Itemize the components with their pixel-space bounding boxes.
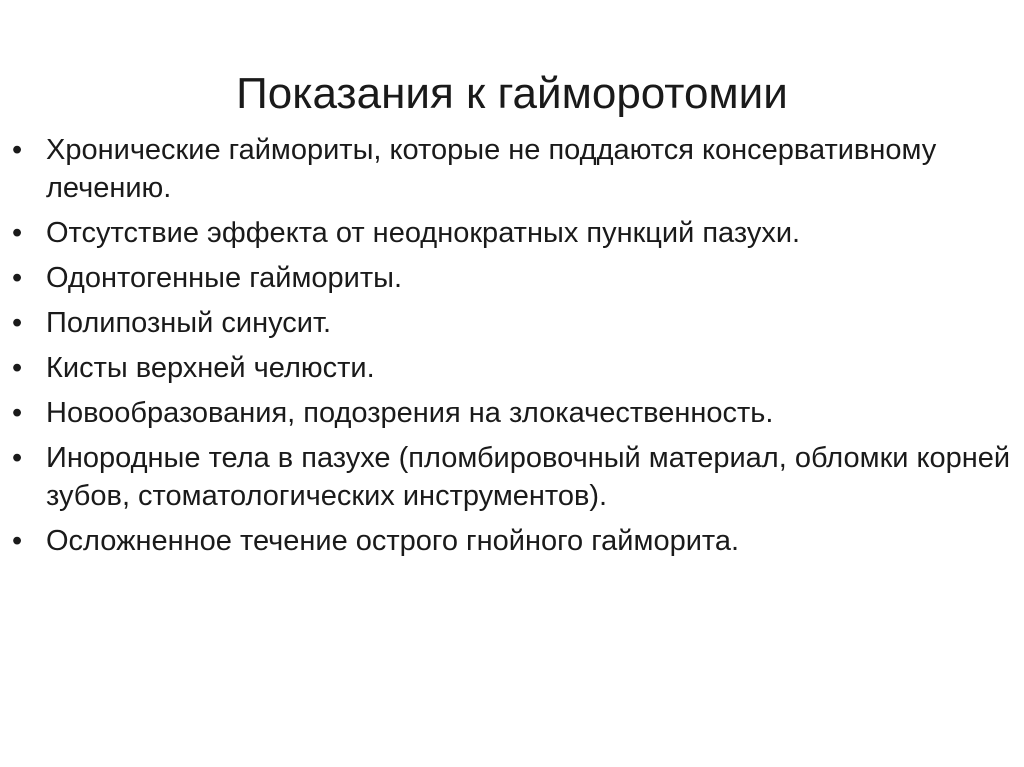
list-item [12, 439, 1012, 515]
list-item-text: Полипозный синусит. [46, 307, 332, 339]
list-item [12, 522, 1012, 560]
bullet-icon: • [12, 134, 23, 166]
list-item-text: Кисты верхней челюсти. [46, 352, 375, 384]
bullet-list [12, 131, 1012, 567]
bullet-icon: • [12, 442, 23, 474]
bullet-icon: • [12, 262, 23, 294]
bullet-icon: • [12, 307, 23, 339]
list-item-text: Одонтогенные гаймориты. [46, 262, 403, 294]
list-item [12, 214, 1012, 252]
bullet-icon: • [12, 217, 23, 249]
list-item-text: Хронические гаймориты, которые не поддаются консервативному лечению. [46, 134, 937, 204]
list-item-text: Новообразования, подозрения на злокачественность. [46, 397, 774, 429]
bullet-icon: • [12, 397, 23, 429]
list-item-text: Отсутствие эффекта от неоднократных пункций пазухи. [46, 217, 801, 249]
list-item [12, 349, 1012, 387]
list-item [12, 304, 1012, 342]
list-item [12, 259, 1012, 297]
list-item-text: Инородные тела в пазухе (пломбировочный материал, обломки корней зубов, стоматологических инструментов). [46, 442, 1011, 512]
slide-title: Показания к гайморотомии [236, 69, 788, 118]
bullet-icon: • [12, 525, 23, 557]
list-item [12, 131, 1012, 207]
list-item [12, 394, 1012, 432]
bullet-icon: • [12, 352, 23, 384]
list-item-text: Осложненное течение острого гнойного гайморита. [46, 525, 740, 557]
